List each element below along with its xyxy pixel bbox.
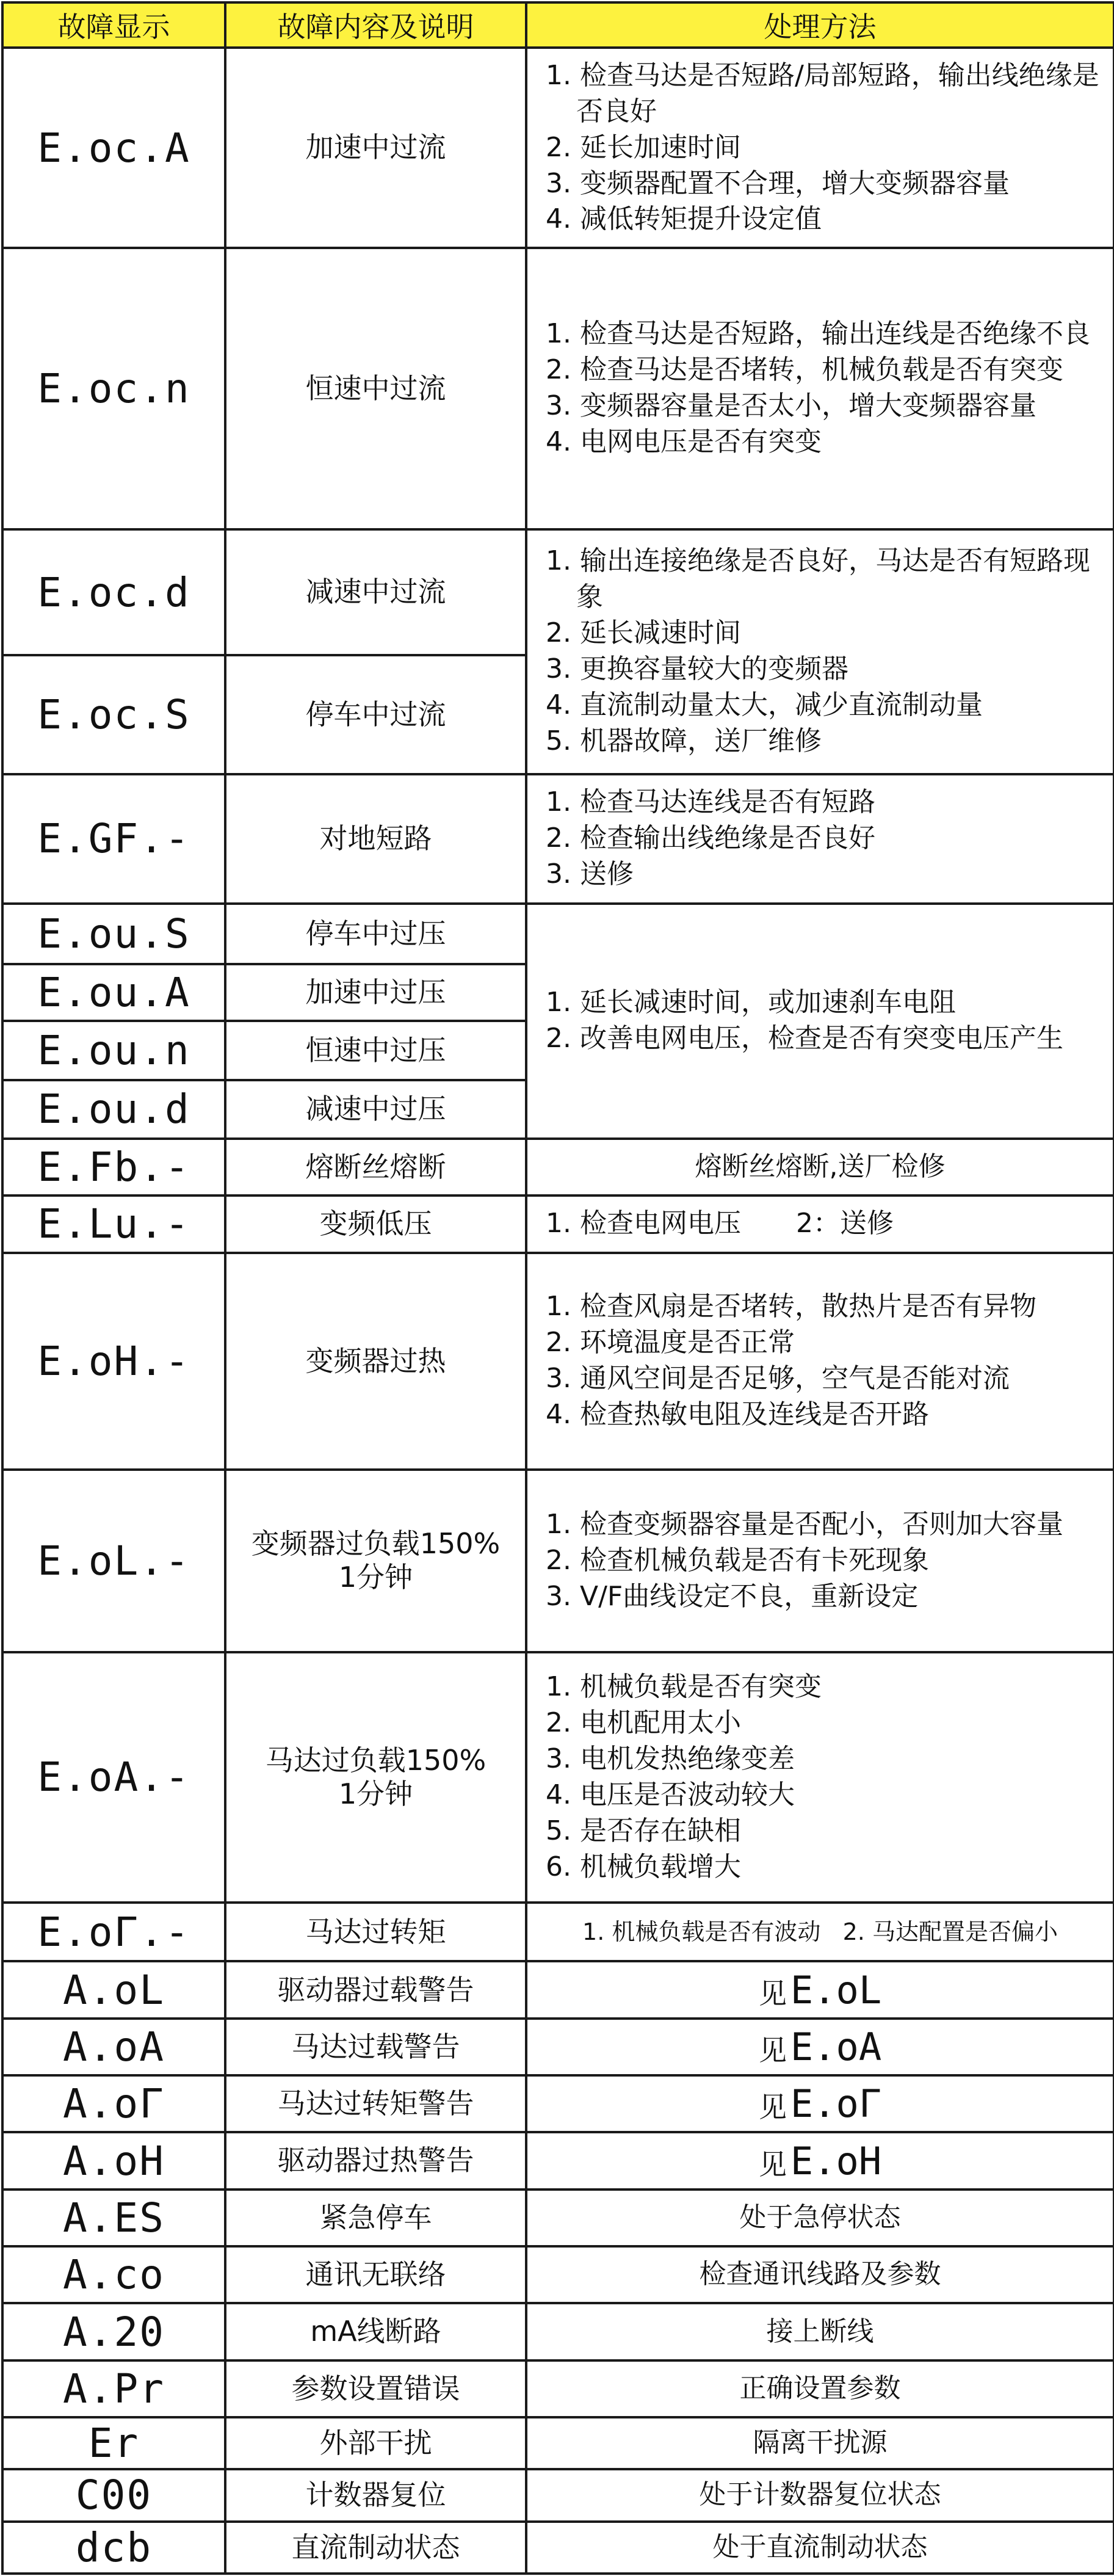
reference-fault-code: E.oΓ: [790, 2081, 882, 2127]
header-fault-description: 故障内容及说明: [225, 2, 526, 48]
fault-description-line: 1分钟: [338, 1777, 413, 1810]
table-row: [2, 1652, 1114, 1903]
fault-code: E.oA.-: [2, 1652, 225, 1903]
solution-item: 3. 送修: [546, 858, 634, 890]
solution-item: 4. 电压是否波动较大: [546, 1779, 795, 1810]
solution-cell: [526, 1903, 1114, 1961]
table-row: [2, 2190, 1114, 2246]
solution-cell: [526, 1961, 1114, 2018]
see-reference-label: 见: [758, 2147, 787, 2181]
table-header-row: [2, 2, 1114, 48]
solution-item: 1. 机械负载是否有波动: [582, 1918, 821, 1945]
solution-item: 4. 直流制动量太大，减少直流制动量: [546, 689, 983, 721]
table-row: [2, 2132, 1114, 2189]
solution-item: 1. 输出连接绝缘是否良好，马达是否有短路现象: [546, 545, 1090, 613]
see-reference-label: 见: [758, 1976, 787, 2010]
fault-description-line: 马达过负载150%: [265, 1743, 486, 1777]
solution-cell: 熔断丝熔断,送厂检修: [526, 1139, 1114, 1195]
fault-code: A.oA: [2, 2019, 225, 2075]
fault-code: Er: [2, 2417, 225, 2469]
solution-item: 2. 检查马达是否堵转，机械负载是否有突变: [546, 354, 1063, 386]
solution-cell: [526, 904, 1114, 1139]
solution-item: 3. 变频器容量是否太小，增大变频器容量: [546, 390, 1036, 422]
solution-cell: [526, 48, 1114, 248]
fault-code: A.Pr: [2, 2360, 225, 2417]
solution-cell: [526, 1195, 1114, 1252]
solution-item: 4. 减低转矩提升设定值: [546, 203, 822, 235]
solution-item: 4. 检查热敏电阻及连线是否开路: [546, 1399, 929, 1431]
fault-description: 恒速中过压: [225, 1021, 526, 1079]
table-row: [2, 1903, 1114, 1961]
fault-description: 马达过载警告: [225, 2019, 526, 2075]
fault-code: A.oL: [2, 1961, 225, 2018]
table-row: [2, 1961, 1114, 2018]
fault-code: E.ou.S: [2, 904, 225, 964]
solution-item: 3. 更换容量较大的变频器: [546, 653, 848, 685]
fault-description: 恒速中过流: [225, 248, 526, 529]
solution-cell: 接上断线: [526, 2303, 1114, 2360]
fault-code: E.oc.n: [2, 248, 225, 529]
table-row: [2, 2417, 1114, 2469]
fault-description: 马达过转矩警告: [225, 2075, 526, 2132]
table-row: [2, 2522, 1114, 2574]
solution-item: 1. 延长减速时间，或加速刹车电阻: [546, 987, 956, 1018]
solution-item: 2. 检查机械负载是否有卡死现象: [546, 1544, 929, 1576]
fault-code: E.oc.d: [2, 529, 225, 656]
table-row: [2, 774, 1114, 904]
solution-item: 2. 电机配用太小: [546, 1707, 741, 1739]
fault-description: 紧急停车: [225, 2190, 526, 2246]
fault-code: dcb: [2, 2522, 225, 2574]
see-reference-label: 见: [758, 2091, 787, 2124]
fault-description-line: 1分钟: [338, 1561, 413, 1594]
fault-code: A.co: [2, 2246, 225, 2303]
fault-description: 减速中过压: [225, 1080, 526, 1139]
fault-code: E.ou.d: [2, 1080, 225, 1139]
fault-code: E.oc.A: [2, 48, 225, 248]
solution-cell: 处于急停状态: [526, 2190, 1114, 2246]
solution-item: 2. 环境温度是否正常: [546, 1327, 795, 1359]
table-row: [2, 2019, 1114, 2075]
fault-code: A.oH: [2, 2132, 225, 2189]
fault-description: 停车中过流: [225, 655, 526, 774]
solution-item: 2. 延长加速时间: [546, 131, 741, 163]
solution-item: 3. 电机发热绝缘变差: [546, 1743, 795, 1775]
fault-description: 加速中过流: [225, 48, 526, 248]
fault-code: E.oΓ.-: [2, 1903, 225, 1961]
solution-item: 1. 检查电网电压: [546, 1208, 741, 1239]
fault-description-line: 变频器过负载150%: [251, 1527, 501, 1561]
solution-item: 2. 延长减速时间: [546, 617, 741, 649]
solution-cell: [526, 2075, 1114, 2132]
reference-fault-code: E.oA: [790, 2024, 882, 2069]
solution-cell: 隔离干扰源: [526, 2417, 1114, 2469]
solution-cell: [526, 529, 1114, 774]
solution-cell: 正确设置参数: [526, 2360, 1114, 2417]
table-row: [2, 2303, 1114, 2360]
fault-description: [225, 1652, 526, 1903]
fault-description: 外部干扰: [225, 2417, 526, 2469]
fault-code: A.20: [2, 2303, 225, 2360]
solution-item: 2：送修: [795, 1208, 894, 1239]
fault-code: E.GF.-: [2, 774, 225, 904]
table-row: [2, 1470, 1114, 1652]
solution-item: 2. 改善电网电压，检查是否有突变电压产生: [546, 1023, 1063, 1054]
solution-cell: [526, 1652, 1114, 1903]
fault-description: 驱动器过载警告: [225, 1961, 526, 2018]
solution-cell: [526, 2132, 1114, 2189]
solution-cell: 处于计数器复位状态: [526, 2469, 1114, 2521]
solution-item: 5. 是否存在缺相: [546, 1815, 741, 1846]
solution-item: 6. 机械负载增大: [546, 1851, 741, 1882]
fault-code: E.Fb.-: [2, 1139, 225, 1195]
fault-code: E.oH.-: [2, 1253, 225, 1470]
table-row: [2, 248, 1114, 529]
solution-item: 2. 马达配置是否偏小: [842, 1918, 1058, 1945]
solution-item: 1. 检查马达是否短路，输出连线是否绝缘不良: [546, 318, 1090, 350]
fault-code: E.oL.-: [2, 1470, 225, 1652]
solution-cell: [526, 1253, 1114, 1470]
solution-item: 1. 检查变频器容量是否配小，否则加大容量: [546, 1508, 1063, 1540]
fault-code: E.oc.S: [2, 655, 225, 774]
solution-item: 1. 检查风扇是否堵转，散热片是否有异物: [546, 1291, 1036, 1322]
solution-item: 4. 电网电压是否有突变: [546, 426, 822, 458]
header-solution: 处理方法: [526, 2, 1114, 48]
reference-fault-code: E.oH: [790, 2138, 882, 2183]
solution-item: 1. 检查马达连线是否有短路: [546, 786, 875, 818]
fault-description: 对地短路: [225, 774, 526, 904]
solution-item: 2. 检查输出线绝缘是否良好: [546, 822, 875, 854]
table-row: [2, 1253, 1114, 1470]
header-fault-display: 故障显示: [2, 2, 225, 48]
solution-cell: [526, 2019, 1114, 2075]
solution-item: 3. V/F曲线设定不良，重新设定: [546, 1580, 919, 1612]
solution-item: 3. 通风空间是否足够，空气是否能对流: [546, 1363, 1010, 1395]
fault-code: E.ou.n: [2, 1021, 225, 1079]
solution-cell: [526, 248, 1114, 529]
solution-item: 1. 检查马达是否短路/局部短路，输出线绝缘是否良好: [546, 59, 1099, 127]
table-row: [2, 2469, 1114, 2521]
table-row: [2, 1195, 1114, 1252]
solution-cell: [526, 1470, 1114, 1652]
solution-item: 5. 机器故障，送厂维修: [546, 725, 822, 757]
reference-fault-code: E.oL: [790, 1967, 882, 2012]
fault-description: 通讯无联络: [225, 2246, 526, 2303]
fault-description: mA线断路: [225, 2303, 526, 2360]
solution-cell: 检查通讯线路及参数: [526, 2246, 1114, 2303]
fault-code-table: [1, 1, 1114, 2575]
fault-code: C00: [2, 2469, 225, 2521]
solution-cell: [526, 774, 1114, 904]
fault-description: 参数设置错误: [225, 2360, 526, 2417]
fault-description: [225, 1470, 526, 1652]
table-row: [2, 1139, 1114, 1195]
fault-description: 变频低压: [225, 1195, 526, 1252]
fault-description: 马达过转矩: [225, 1903, 526, 1961]
table-row: [2, 2246, 1114, 2303]
table-row: [2, 904, 1114, 964]
fault-description: 变频器过热: [225, 1253, 526, 1470]
fault-description: 直流制动状态: [225, 2522, 526, 2574]
fault-description: 停车中过压: [225, 904, 526, 964]
fault-description: 加速中过压: [225, 964, 526, 1021]
solution-item: 3. 变频器配置不合理，增大变频器容量: [546, 167, 1010, 199]
fault-description: 驱动器过热警告: [225, 2132, 526, 2189]
table-row: [2, 2360, 1114, 2417]
table-row: [2, 2075, 1114, 2132]
table-row: [2, 48, 1114, 248]
see-reference-label: 见: [758, 2033, 787, 2067]
fault-code: A.ES: [2, 2190, 225, 2246]
fault-description: 减速中过流: [225, 529, 526, 656]
solution-cell: 处于直流制动状态: [526, 2522, 1114, 2574]
fault-description: 熔断丝熔断: [225, 1139, 526, 1195]
fault-code: E.ou.A: [2, 964, 225, 1021]
fault-code: A.oΓ: [2, 2075, 225, 2132]
table-row: [2, 529, 1114, 656]
fault-code: E.Lu.-: [2, 1195, 225, 1252]
solution-item: 1. 机械负载是否有突变: [546, 1671, 822, 1703]
fault-description: 计数器复位: [225, 2469, 526, 2521]
